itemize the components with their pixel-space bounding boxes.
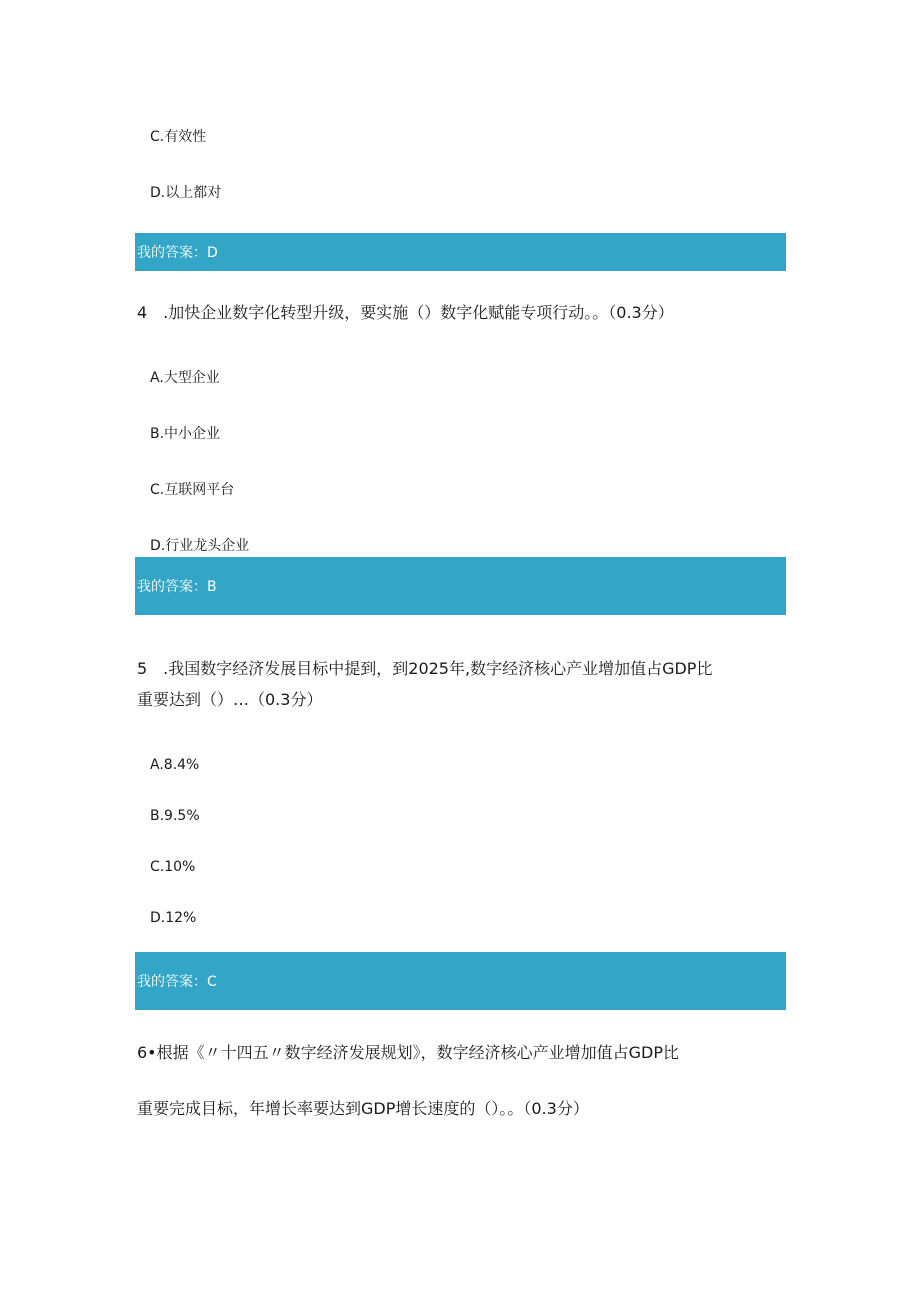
q3-answer-bar [135, 233, 786, 271]
q5-option-a[interactable]: A.8.4% [150, 757, 200, 773]
q5-option-c[interactable]: C.10% [150, 859, 196, 875]
q3-option-c[interactable]: C.有效性 [150, 129, 207, 145]
q5-option-d[interactable]: D.12% [150, 910, 197, 926]
q3-option-d[interactable]: D.以上都对 [150, 185, 222, 201]
q3-answer-text: 我的答案：D [137, 245, 218, 261]
q5-question-line1: 5 .我国数字经济发展目标中提到，到2025年,数字经济核心产业增加值占GDP比 [137, 659, 713, 678]
q5-option-b[interactable]: B.9.5% [150, 808, 200, 824]
q4-option-d[interactable]: D.行业龙头企业 [150, 538, 250, 554]
q4-question: 4 .加快企业数字化转型升级，要实施（）数字化赋能专项行动。。（0.3分） [137, 303, 674, 322]
q5-answer-text: 我的答案：C [137, 974, 217, 990]
q4-answer-bar [135, 557, 786, 615]
q4-option-c[interactable]: C.互联网平台 [150, 482, 235, 498]
q4-answer-text: 我的答案：B [137, 579, 217, 595]
q6-question-line1: 6•根据《〃十四五〃数字经济发展规划》，数字经济核心产业增加值占GDP比 [137, 1043, 679, 1062]
q6-question-line2: 重要完成目标，年增长率要达到GDP增长速度的（）。。（0.3分） [137, 1099, 589, 1118]
q4-option-b[interactable]: B.中小企业 [150, 426, 221, 442]
q5-answer-bar [135, 952, 786, 1010]
q5-question-line2: 重要达到（）…（0.3分） [137, 690, 323, 709]
q4-option-a[interactable]: A.大型企业 [150, 370, 220, 386]
